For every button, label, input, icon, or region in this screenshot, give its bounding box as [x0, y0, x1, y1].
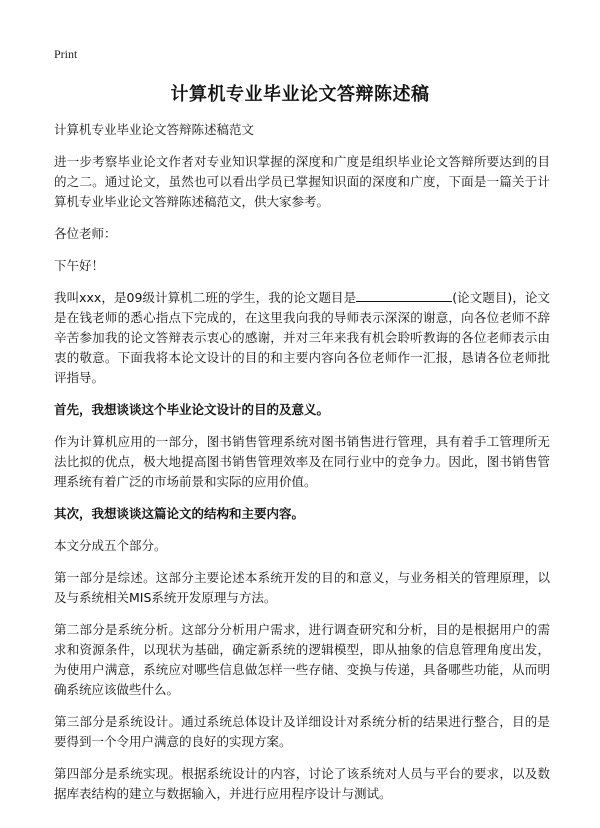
section-heading-structure: 其次，我想谈谈这篇论文的结构和主要内容。 — [54, 506, 305, 521]
document-body — [54, 120, 550, 816]
part4-paragraph: 第四部分是系统实现。根据系统设计的内容，讨论了该系统对人员与平台的要求，以及数据库表结构的建立与数据输入，并进行应用程序设计与测试。 — [54, 766, 550, 801]
greeting-afternoon: 下午好！ — [54, 258, 105, 273]
self-intro-paragraph — [54, 288, 550, 388]
self-intro-text-before: 我叫xxx，是09级计算机二班的学生，我的论文题目是 — [54, 290, 357, 305]
part1-paragraph: 第一部分是综述。这部分主要论述本系统开发的目的和意义，与业务相关的管理原理，以及与系统相关MIS系统开发原理与方法。 — [54, 570, 550, 605]
print-link[interactable]: Print — [54, 47, 78, 61]
parts-intro-paragraph: 本文分成五个部分。 — [54, 538, 167, 553]
greeting-teachers: 各位老师： — [54, 226, 117, 241]
purpose-paragraph: 作为计算机应用的一部分，图书销售管理系统对图书销售进行管理，具有着手工管理所无法比拟的优点，极大地提高图书销售管理效率及在同行业中的竞争力。因此，图书销售管理系统有着广泛的市场前景和实际的应用价值。 — [54, 434, 550, 489]
intro-paragraph: 进一步考察毕业论文作者对专业知识掌握的深度和广度是组织毕业论文答辩所要达到的目的之二。通过论文，虽然也可以看出学员已掌握知识面的深度和广度，下面是一篇关于计算机专业毕业论文答辩陈述稿范文，供大家参考。 — [54, 154, 550, 209]
section-heading-purpose: 首先，我想谈谈这个毕业论文设计的目的及意义。 — [54, 402, 330, 417]
page-title: 计算机专业毕业论文答辩陈述稿 — [170, 84, 430, 105]
thesis-title-blank — [356, 289, 452, 302]
subtitle: 计算机专业毕业论文答辩陈述稿范文 — [54, 122, 255, 137]
part3-paragraph: 第三部分是系统设计。通过系统总体设计及详细设计对系统分析的结果进行整合，目的是要得到一个令用户满意的良好的实现方案。 — [54, 714, 550, 749]
part2-paragraph: 第二部分是系统分析。这部分分析用户需求，进行调查研究和分析，目的是根据用户的需求和资源条件，以现状为基础，确定新系统的逻辑模型，即从抽象的信息管理角度出发，为使用户满意，系统应对哪些信息做怎样一些存储、变换与传递，具备哪些功能，从而明确系统应该做些什么。 — [54, 622, 550, 697]
self-intro-text-after: (论文题目)，论文是在钱老师的悉心指点下完成的，在这里我向我的导师表示深深的谢意，向各位老师不辞辛苦参加我的论文答辩表示衷心的感谢，并对三年来我有机会聆听教诲的各位老师表示由衷的敬意。下面我将本论文设计的目的和主要内容向各位老师作一汇报，恳请各位老师批评指导。 — [54, 290, 550, 385]
